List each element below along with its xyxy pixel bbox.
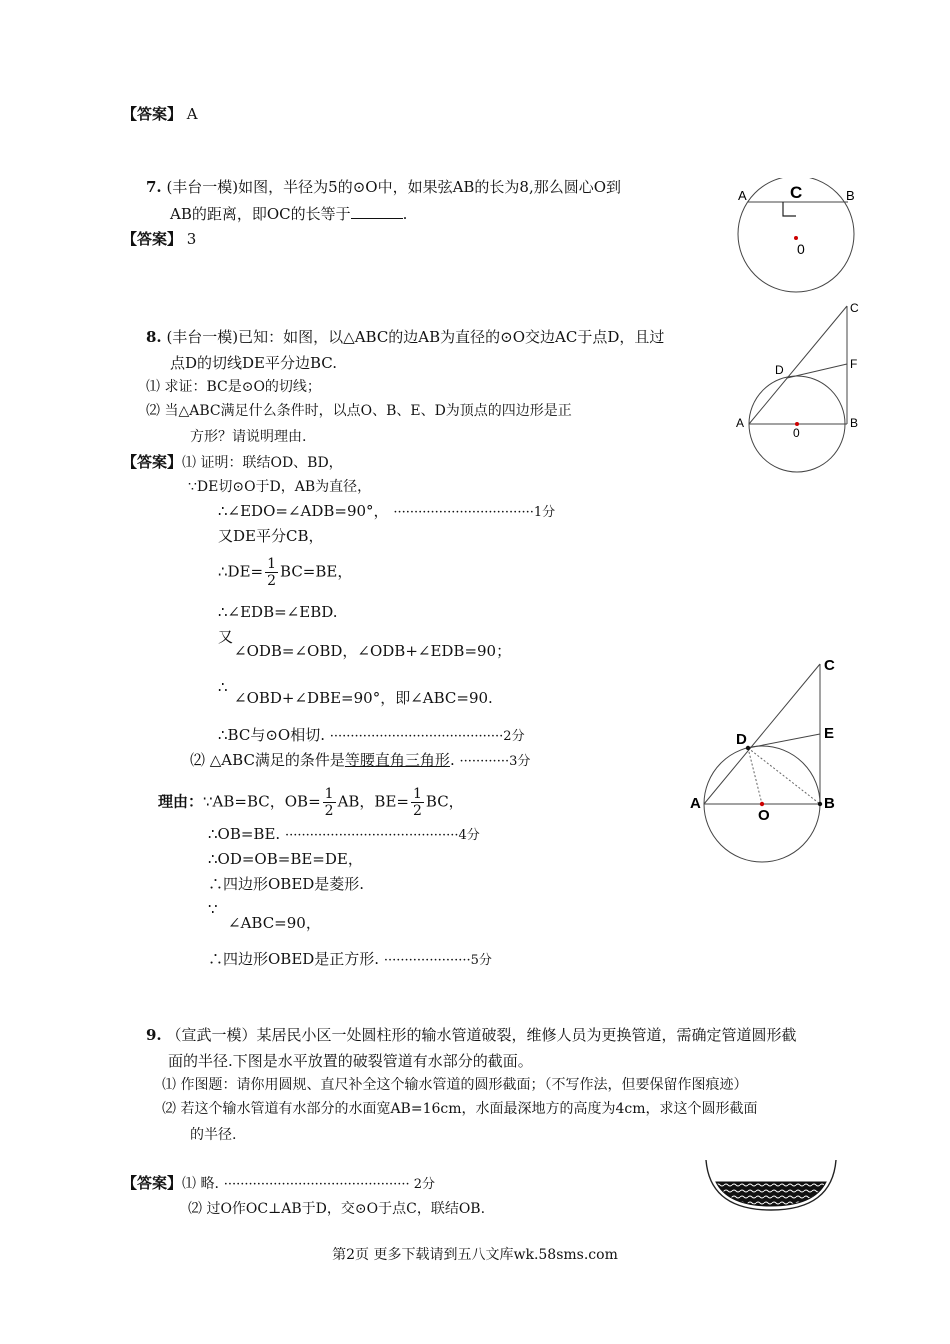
reason-5a: ∵ [208, 900, 218, 918]
question-text: （宣武一模）某居民小区一处圆柱形的输水管道破裂，维修人员为更换管道，需确定管道圆形截 [166, 1026, 797, 1044]
label-f: F [850, 357, 858, 371]
denominator: 2 [267, 573, 277, 589]
reason-label: 理由： [158, 792, 204, 811]
question-text: AB的距离，即OC的长等于 [170, 205, 351, 223]
answer-value: A [186, 105, 198, 123]
step-text: ∴DE= [218, 562, 264, 581]
score-mark: ··········································4分 [284, 828, 480, 843]
step-6b: ∠ODB=∠OBD，∠ODB+∠EDB=90； [234, 642, 512, 660]
question-9-line2: 面的半径.下图是水平放置的破裂管道有水部分的截面。 [168, 1052, 533, 1070]
reason-3: ∴OD=OB=BE=DE， [208, 850, 363, 868]
reason-2 [208, 823, 480, 847]
label-o: 0 [797, 241, 805, 257]
label-d: D [736, 731, 747, 748]
step-text: AB，BE= [337, 792, 409, 811]
step-text: ∴OB=BE. [208, 825, 281, 843]
step-text: ∴四边形OBED是正方形. [208, 950, 380, 968]
segment-ac [704, 664, 820, 804]
figure-q7-circle [728, 178, 868, 300]
reason-5b: ∠ABC=90， [228, 914, 321, 932]
numerator: 1 [412, 786, 422, 802]
step-5: ∴∠EDB=∠EBD. [218, 603, 338, 621]
answer-blank [351, 204, 403, 219]
reason-line [158, 786, 464, 819]
step-text: BC， [425, 792, 464, 811]
label-c: C [850, 301, 859, 315]
fraction [265, 556, 278, 589]
answer-label: 【答案】 [122, 105, 183, 123]
segment-bd [748, 748, 820, 804]
answer-9-first [122, 1172, 435, 1196]
figure-q8-bottom [686, 652, 846, 866]
label-d: D [775, 363, 784, 377]
numerator: 1 [324, 786, 334, 802]
label-c: C [790, 183, 803, 202]
question-7-line1 [146, 176, 621, 198]
question-7-line2 [170, 203, 407, 225]
question-8-part2a: ⑵ 当△ABC满足什么条件时，以点O、B、E、D为顶点的四边形是正 [146, 403, 572, 419]
step-2 [218, 500, 555, 524]
fraction [323, 786, 336, 819]
score-mark: ··································1分 [393, 505, 556, 520]
step-8 [218, 724, 525, 748]
center-dot [794, 236, 798, 240]
page-footer: 第2页 更多下载请到五八文库wk.58sms.com [332, 1247, 618, 1263]
numerator: 1 [267, 556, 277, 572]
label-o: O [758, 807, 770, 824]
question-8-part1: ⑴ 求证：BC是⊙O的切线； [146, 379, 321, 395]
answer-text: ⑴ 证明：联结OD、BD， [182, 455, 343, 471]
step-7b: ∠OBD+∠DBE=90°，即∠ABC=90. [234, 689, 493, 707]
label-b: B [850, 416, 859, 430]
point-b [818, 802, 822, 806]
question-number: 7. [146, 178, 162, 196]
label-b: B [846, 188, 855, 203]
period: . [449, 751, 455, 769]
answer-8-first [122, 451, 343, 474]
segment-de [748, 734, 820, 748]
segment-de [787, 364, 847, 378]
center-dot [760, 802, 764, 806]
step-text: BC=BE， [280, 562, 353, 581]
segment-od [748, 748, 762, 804]
step-text: ∴∠EDO=∠ADB=90°， [218, 502, 389, 520]
figure-q9-pipe [700, 1158, 842, 1216]
step-6a: 又 [218, 628, 234, 646]
answer-6 [122, 103, 198, 125]
answer-label: 【答案】 [122, 453, 183, 471]
question-text: (丰台一模)如图，半径为5的⊙O中，如果弦AB的长为8,那么圆心O到 [166, 178, 622, 196]
question-9-part1: ⑴ 作图题：请你用圆规、直尺补全这个输水管道的圆形截面；（不写作法，但要保留作图痕迹） [162, 1077, 748, 1093]
right-angle-mark [783, 202, 796, 216]
label-a: A [738, 188, 747, 203]
question-8-part2b: 方形？请说明理由. [190, 429, 307, 445]
step-1: ∵DE切⊙O于D，AB为直径， [188, 479, 372, 495]
score-mark: ············3分 [459, 754, 531, 769]
question-9-line1 [146, 1024, 796, 1046]
score-mark: ············································· 2分 [223, 1177, 436, 1192]
answer-text: ⑴ 略. [182, 1176, 219, 1192]
answer-7 [122, 228, 196, 250]
answer-label: 【答案】 [122, 230, 183, 248]
question-9-part2a: ⑵ 若这个输水管道有水部分的水面宽AB=16cm，水面最深地方的高度为4cm，求这个圆形截面 [162, 1101, 758, 1117]
question-text: (丰台一模)已知：如图，以△ABC的边AB为直径的⊙O交边AC于点D，且过 [166, 328, 665, 346]
period: . [402, 205, 408, 223]
label-a: A [736, 416, 745, 430]
step-text: ⑵ △ABC满足的条件是 [190, 751, 345, 769]
denominator: 2 [412, 803, 422, 819]
answer-value: 3 [186, 230, 197, 248]
part2-answer [190, 749, 530, 773]
denominator: 2 [324, 803, 334, 819]
step-4 [218, 556, 352, 589]
fraction [411, 786, 424, 819]
label-a: A [690, 795, 701, 812]
step-text: ∵AB=BC，OB= [203, 792, 321, 811]
question-8-line1 [146, 326, 664, 348]
label-o: 0 [793, 426, 800, 440]
reason-4: ∴四边形OBED是菱形. [208, 875, 365, 893]
step-3: 又DE平分CB， [218, 527, 324, 545]
step-7a: ∴ [218, 678, 228, 696]
reason-6 [208, 948, 492, 972]
label-e: E [824, 725, 835, 742]
question-8-line2: 点D的切线DE平分边BC. [170, 354, 338, 372]
answer-label: 【答案】 [122, 1174, 183, 1192]
underlined-answer: 等腰直角三角形 [344, 751, 450, 769]
question-9-part2b: 的半径. [190, 1127, 237, 1143]
score-mark: ··········································2分 [329, 729, 525, 744]
label-b: B [824, 795, 835, 812]
segment-ac [749, 306, 847, 424]
step-text: ∴BC与⊙O相切. [218, 726, 325, 744]
answer-9-second: ⑵ 过O作OC⊥AB于D，交⊙O于点C，联结OB. [188, 1201, 486, 1217]
label-c: C [824, 657, 835, 674]
figure-q8-top [733, 298, 868, 474]
score-mark: ·····················5分 [383, 953, 492, 968]
question-number: 9. [146, 1026, 162, 1044]
question-number: 8. [146, 328, 162, 346]
